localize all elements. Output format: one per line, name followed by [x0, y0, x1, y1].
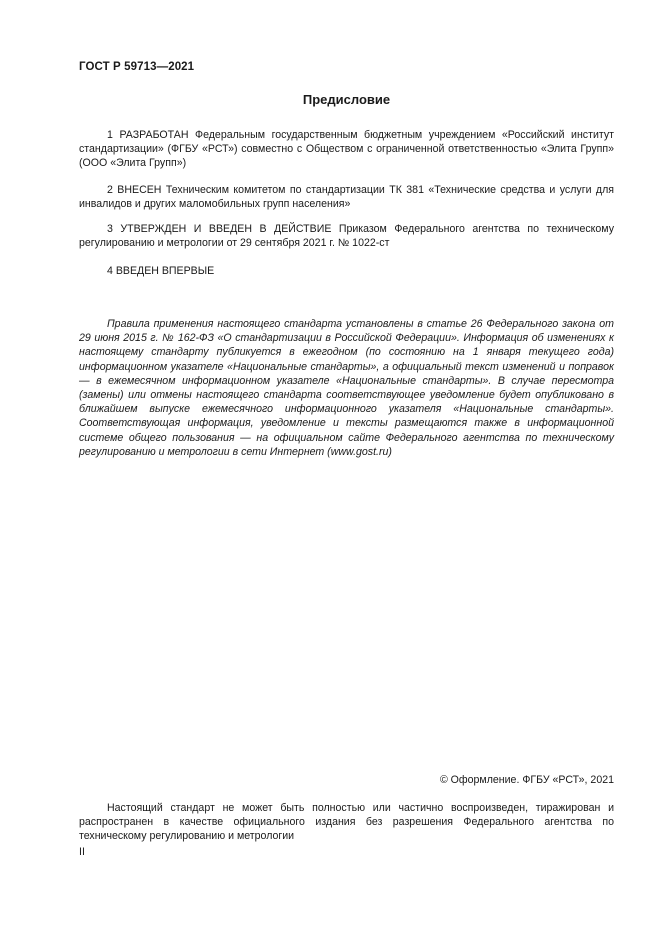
preface-item-2: 2 ВНЕСЕН Техническим комитетом по стандартизации ТК 381 «Технические средства и услуги для инвалидов и других маломобильных групп населения»: [79, 184, 614, 210]
preface-item-3: 3 УТВЕРЖДЕН И ВВЕДЕН В ДЕЙСТВИЕ Приказом Федерального агентства по техническому регулированию и метрологии от 29 сентября 2021 г. № 1022-ст: [79, 223, 614, 249]
standard-number-header: ГОСТ Р 59713—2021: [79, 61, 195, 73]
copyright-line: © Оформление. ФГБУ «РСТ», 2021: [439, 774, 614, 786]
reproduction-notice: Настоящий стандарт не может быть полностью или частично воспроизведен, тиражирован и распространен в качестве официального издания без разрешения Федерального агентства по техническому регулированию и метрологии: [79, 802, 614, 842]
page-title: Предисловие: [302, 92, 391, 107]
preface-item-4: 4 ВВЕДЕН ВПЕРВЫЕ: [107, 265, 215, 277]
preface-item-1: 1 РАЗРАБОТАН Федеральным государственным бюджетным учреждением «Российский институт стандартизации» (ФГБУ «РСТ») совместно с Обществом с ограниченной ответственностью «Элита Групп» (ООО «Элита Групп»): [79, 129, 614, 169]
application-rules-notice: Правила применения настоящего стандарта установлены в статье 26 Федерального закона от 29 июня 2015 г. № 162-ФЗ «О стандартизации в Российской Федерации». Информация об изменениях к настоящему стандарту публикуется в ежегодном (по состоянию на 1 января текущего года) информационном указателе «Национальные стандарты», а официальный текст изменений и поправок — в ежемесячном информационном указателе «Национальные стандарты». В случае пересмотра (замены) или отмены настоящего стандарта соответствующее уведомление будет опубликовано в ближайшем выпуске ежемесячного информационного указателя «Национальные стандарты». Соответствующая информация, уведомление и тексты размещаются также в информационной системе общего пользования — на официальном сайте Федерального агентства по техническому регулированию и метрологии в сети Интернет (www.gost.ru): [79, 318, 614, 458]
page-number: II: [79, 846, 85, 858]
